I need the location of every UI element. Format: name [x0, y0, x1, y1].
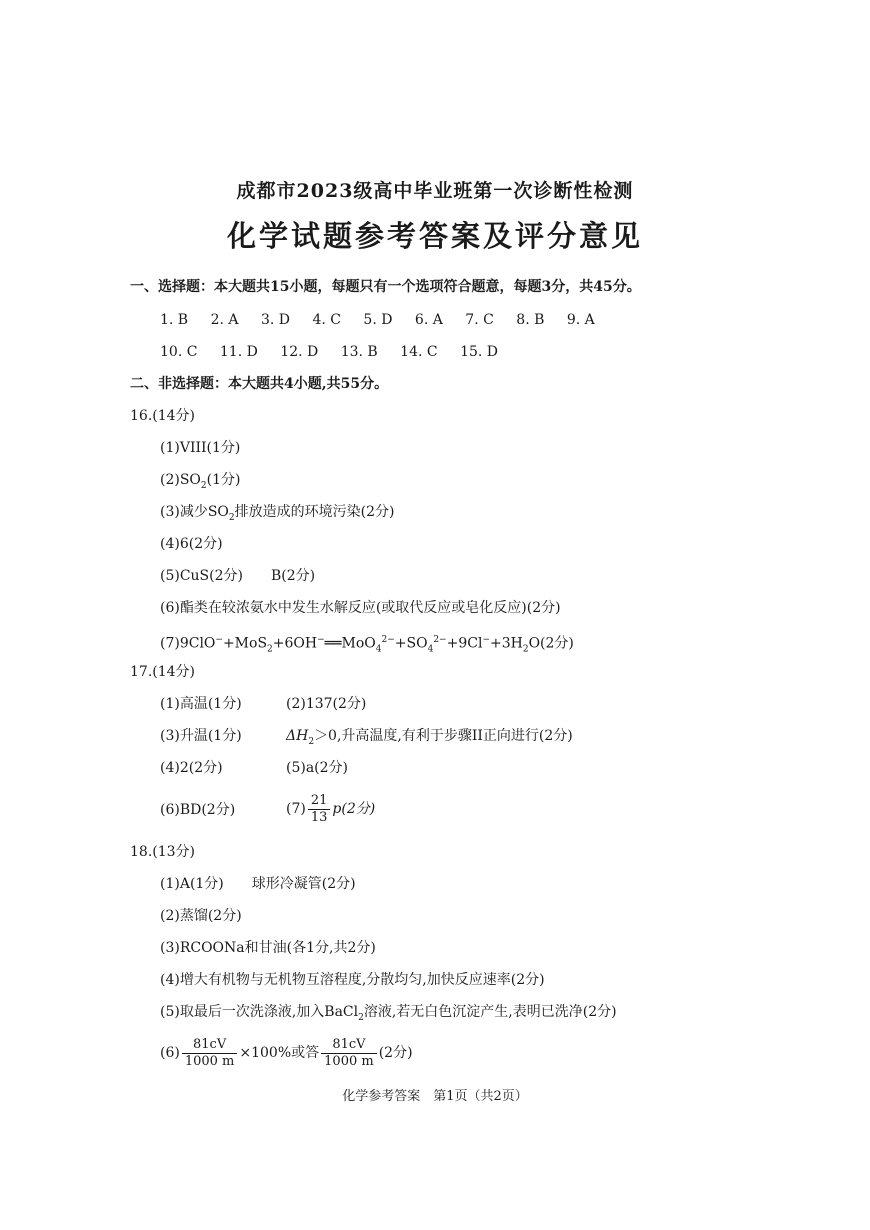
mc-answer: 4. C	[312, 312, 341, 328]
q17-answer-1: (1)高温(1分)	[160, 696, 242, 712]
mc-answer: 12. D	[280, 344, 319, 360]
mc-answer: 15. D	[460, 344, 499, 360]
mc-answer: 10. C	[160, 344, 198, 360]
fraction: $\frac{21}{13}$	[308, 793, 331, 826]
mc-answer: 7. C	[465, 312, 494, 328]
mc-answer: 11. D	[219, 344, 258, 360]
q18-answer-3: (3)RCOONa和甘油(各1分,共2分)	[160, 940, 376, 956]
mc-answers-row2	[160, 342, 516, 362]
section1-heading: 一、选择题：本大题共15小题，每题只有一个选项符合题意，每题3分，共45分。	[130, 279, 641, 295]
mc-answer: 6. A	[414, 312, 443, 328]
mc-answer: 2. A	[210, 312, 239, 328]
q17-answer-5: (5)a(2分)	[286, 760, 349, 776]
q16-answer-5: (5)CuS(2分) B(2分)	[160, 568, 316, 584]
q16-answer-3: (3)减少$SO_2$排放造成的环境污染(2分)	[160, 504, 395, 523]
mc-answer: 8. B	[516, 312, 545, 328]
q17-answer-6: (6)BD(2分)	[160, 802, 236, 818]
q16-answer-7-equation: $(7)9ClO^-+MoS_2+6OH^-══MoO_4^{2-}+SO_4^{2-}+9Cl^-+3H_2O(2$分)	[160, 635, 574, 655]
q18-answer-4: (4)增大有机物与无机物互溶程度,分散均匀,加快反应速率(2分)	[160, 972, 545, 988]
mc-answer: 13. B	[340, 344, 378, 360]
page-title: 化学试题参考答案及评分意见	[226, 219, 643, 253]
q17-heading: 17.(14分)	[130, 664, 196, 680]
q16-answer-2: $(2)SO_2(1$分)	[160, 472, 241, 491]
fraction: $\frac{81cV}{1000 m}$	[182, 1037, 238, 1070]
fraction: $\frac{81cV}{1000 m}$	[321, 1037, 377, 1070]
q18-answer-2: (2)蒸馏(2分)	[160, 908, 242, 924]
q18-answer-6: (6) $\frac{81cV}{1000 m}$ ×100%或答 $\frac{81cV}{1000 m}$ (2分)	[160, 1036, 413, 1069]
q17-answer-2: (2)137(2分)	[286, 696, 367, 712]
mc-answer: 9. A	[566, 312, 595, 328]
mc-answer: 14. C	[400, 344, 438, 360]
q17-answer-3-reason: $\Delta H_2>0$,升高温度,有利于步骤II正向进行(2分)	[286, 728, 573, 747]
exam-subtitle: 成都市2023级高中毕业班第一次诊断性检测	[236, 180, 634, 202]
q16-answer-4: (4)6(2分)	[160, 536, 223, 552]
section2-heading: 二、非选择题：本大题共4小题,共55分。	[130, 376, 389, 392]
q18-answer-1: (1)A(1分) 球形冷凝管(2分)	[160, 876, 356, 892]
q18-heading: 18.(13分)	[130, 844, 196, 860]
mc-answers-row1	[160, 310, 613, 330]
mc-answer: 3. D	[260, 312, 290, 328]
q16-heading: 16.(14分)	[130, 408, 196, 424]
mc-answer: 1. B	[160, 312, 189, 328]
mc-answer: 5. D	[363, 312, 393, 328]
page-footer: 化学参考答案 第1页（共2页）	[342, 1089, 528, 1104]
q16-answer-6: (6)酯类在较浓氨水中发生水解反应(或取代反应或皂化反应)(2分)	[160, 600, 561, 616]
q17-answer-4: (4)2(2分)	[160, 760, 223, 776]
q18-answer-5: (5)取最后一次洗涤液,加入BaCl$_2$溶液,若无白色沉淀产生,表明已洗净(2分)	[160, 1004, 617, 1023]
q17-answer-3: (3)升温(1分)	[160, 728, 242, 744]
q16-answer-1: (1)VIII(1分)	[160, 440, 241, 456]
q17-answer-7: (7) $\frac{21}{13}$ p(2分)	[286, 792, 376, 825]
